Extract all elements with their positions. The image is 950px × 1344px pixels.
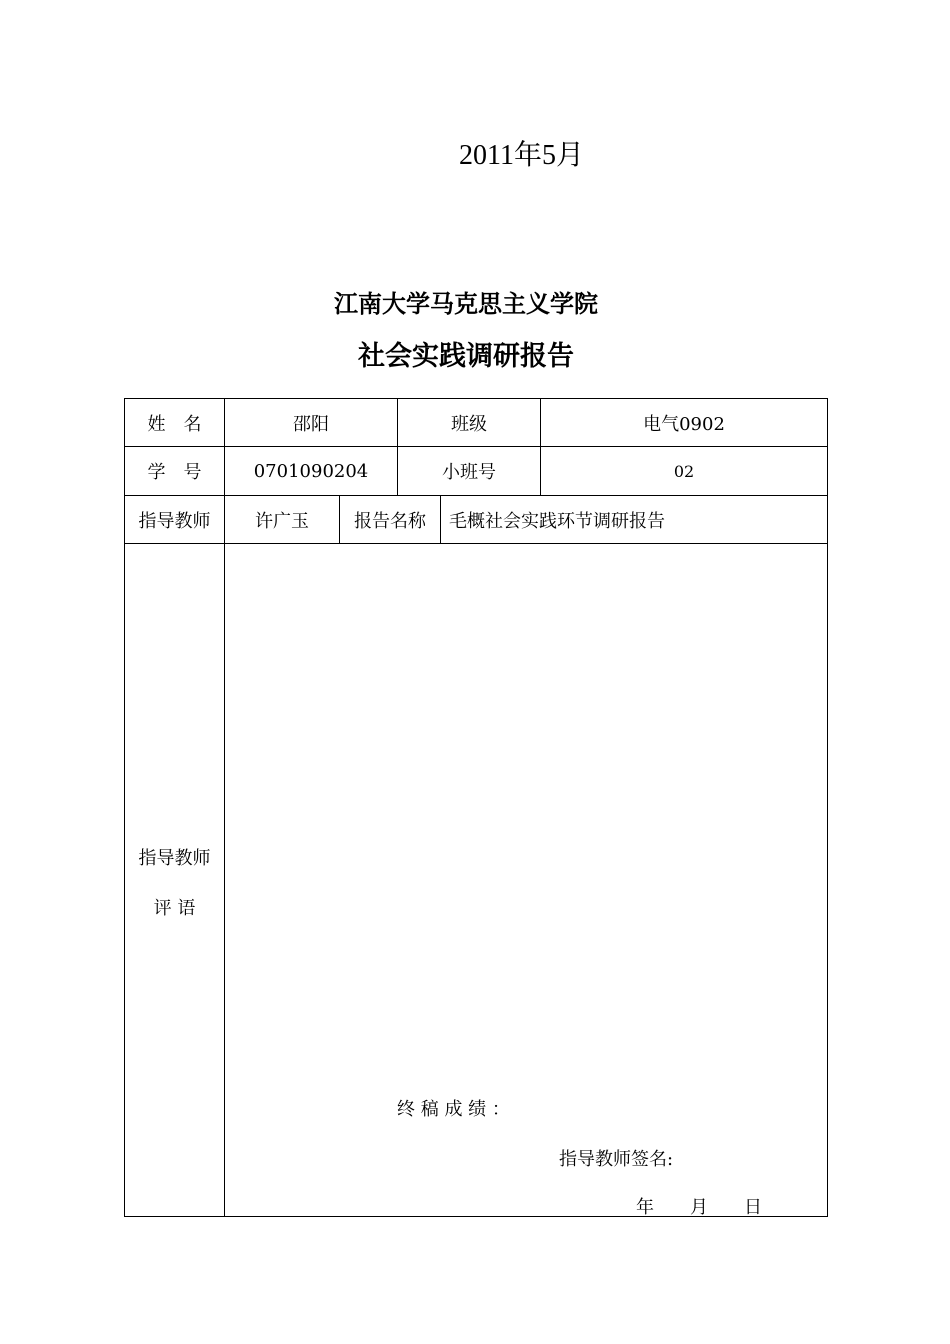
class-label: 班级 [451,413,487,435]
signature-label: 指导教师签名: [559,1149,674,1170]
name-label: 姓 名 [147,413,202,435]
advisor-value: 许广玉 [255,510,309,532]
student-id-label: 学 号 [147,462,202,483]
comment-label-line2: 评 语 [153,898,196,919]
report-name-label: 报告名称 [354,510,426,532]
class-value: 电气0902 [643,413,725,435]
school-name [0,284,950,319]
advisor-label: 指导教师 [138,510,211,532]
report-title [0,334,950,373]
comment-label-line1: 指导教师 [138,848,211,869]
group-value: 02 [673,461,695,481]
final-grade-label: 终 稿 成 绩 ： [397,1099,510,1120]
report-date: 2011年5月 [459,140,584,171]
table-rule [827,398,828,1217]
table-rule [124,543,828,544]
group-label: 小班号 [442,462,496,483]
report-title-text: 社会实践调研报告 [358,341,574,372]
name-value: 邵阳 [293,413,329,435]
report-name-value: 毛概社会实践环节调研报告 [449,510,665,532]
school-name-text: 江南大学马克思主义学院 [334,289,598,318]
table-rule [440,495,441,544]
student-id-value: 0701090204 [253,460,369,482]
signature-date: 年 月 日 [636,1197,762,1218]
